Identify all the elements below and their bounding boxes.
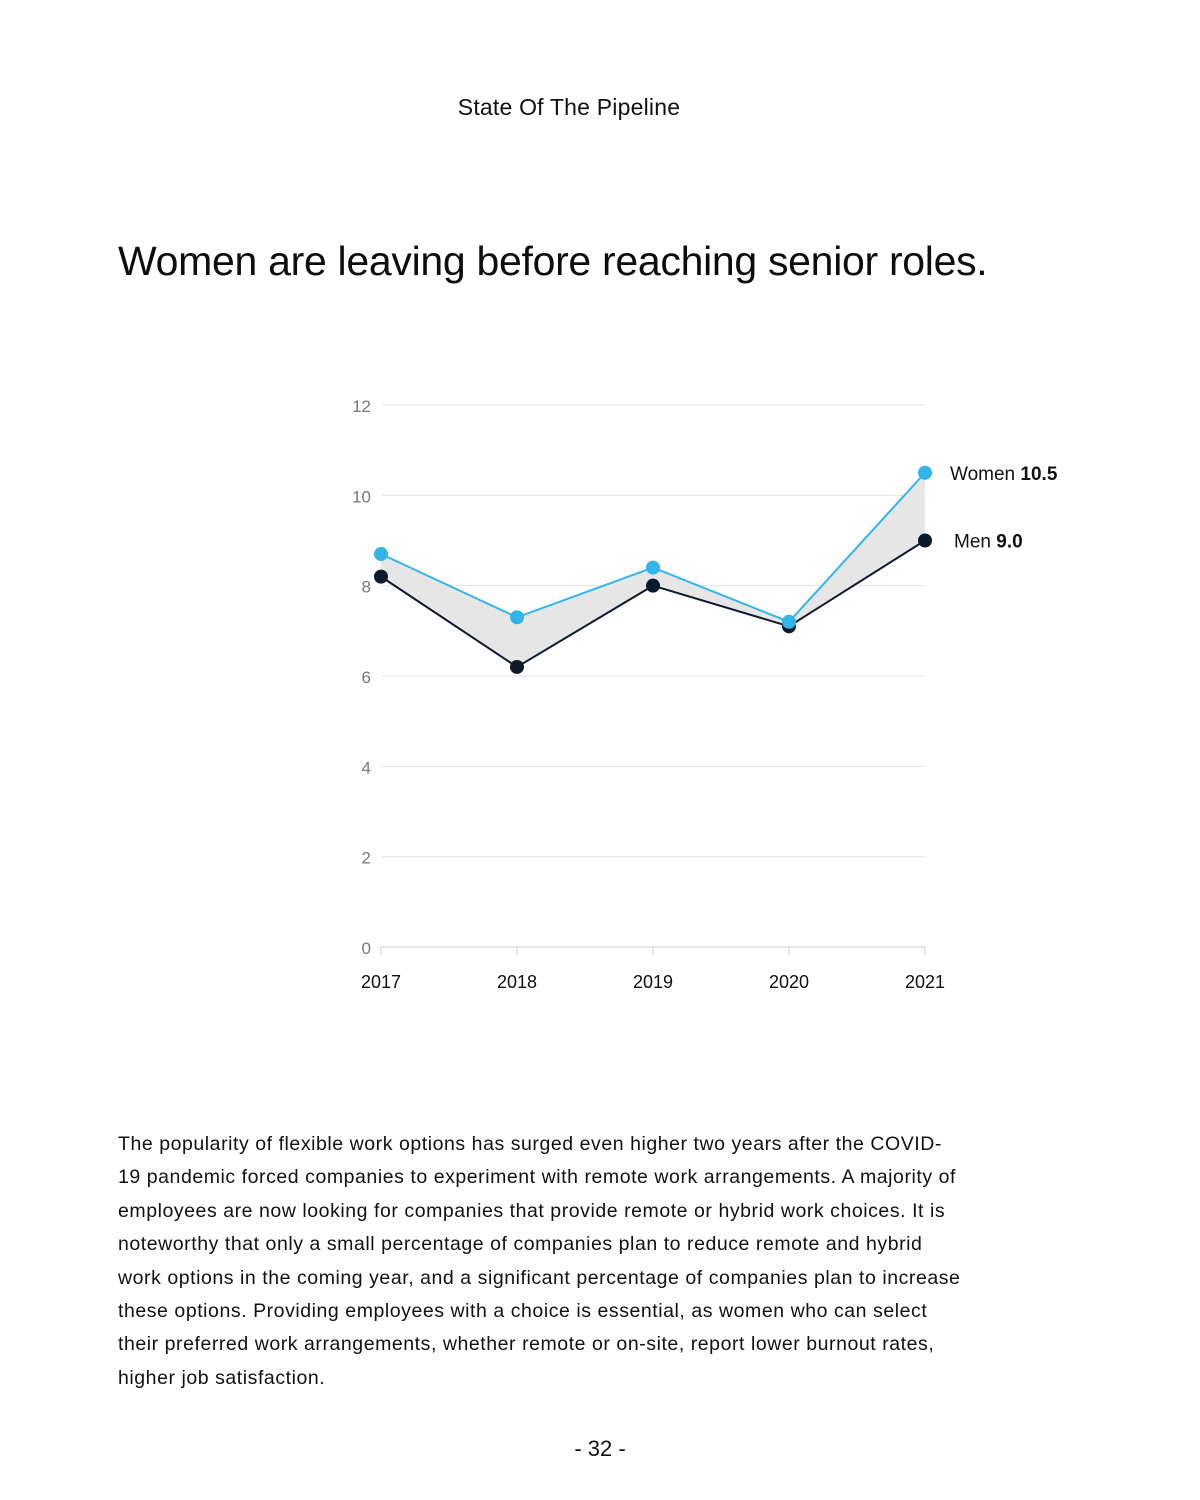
series-name: Men: [954, 531, 997, 553]
y-tick-label: 12: [352, 397, 371, 416]
data-point-women: [782, 615, 796, 629]
data-point-men: [646, 579, 660, 593]
series-end-value: 9.0: [996, 531, 1023, 553]
y-tick-label: 2: [361, 848, 371, 868]
y-tick-label: 4: [361, 758, 371, 778]
y-tick-label: 10: [352, 487, 371, 507]
data-point-women: [374, 547, 388, 561]
series-label-women: [950, 464, 1058, 485]
data-point-women: [646, 561, 660, 575]
series-name: Women: [950, 463, 1021, 485]
data-point-men: [510, 660, 524, 674]
chart-series-labels: [950, 464, 1058, 553]
x-tick-label: 2020: [768, 972, 810, 992]
y-tick-label: 6: [361, 668, 371, 687]
running-header: State Of The Pipeline: [457, 94, 681, 120]
page-number: - 32 -: [574, 1436, 626, 1461]
x-tick-label: 2021: [904, 972, 946, 992]
data-point-women: [918, 466, 932, 480]
data-point-women: [510, 610, 524, 624]
body-paragraph: The popularity of flexible work options has surged even higher two years after the COVID-19 pandemic forced companies to experiment with remote work arrangements. A majority of employees are now looking for companies that provide remote or hybrid work choices. It is noteworthy that only a small percentage of companies plan to reduce remote and hybrid work options in the coming year, and a significant percentage of companies plan to increase these options. Providing employees with a choice is essential, as women who can select their preferred work arrangements, whether remote or on-site, report lower burnout rates, higher job satisfaction.: [118, 1133, 961, 1389]
series-label-men: [954, 532, 1023, 553]
chart-axes: [352, 397, 945, 992]
data-point-men: [374, 570, 388, 584]
data-point-men: [918, 534, 932, 548]
series-end-value: 10.5: [1020, 463, 1058, 485]
headline: Women are leaving before reaching senior roles.: [118, 238, 988, 284]
y-tick-label: 0: [361, 939, 371, 958]
y-tick-label: 8: [361, 577, 371, 597]
x-tick-label: 2017: [360, 972, 402, 992]
x-tick-label: 2019: [632, 972, 674, 992]
x-tick-label: 2018: [496, 972, 538, 992]
